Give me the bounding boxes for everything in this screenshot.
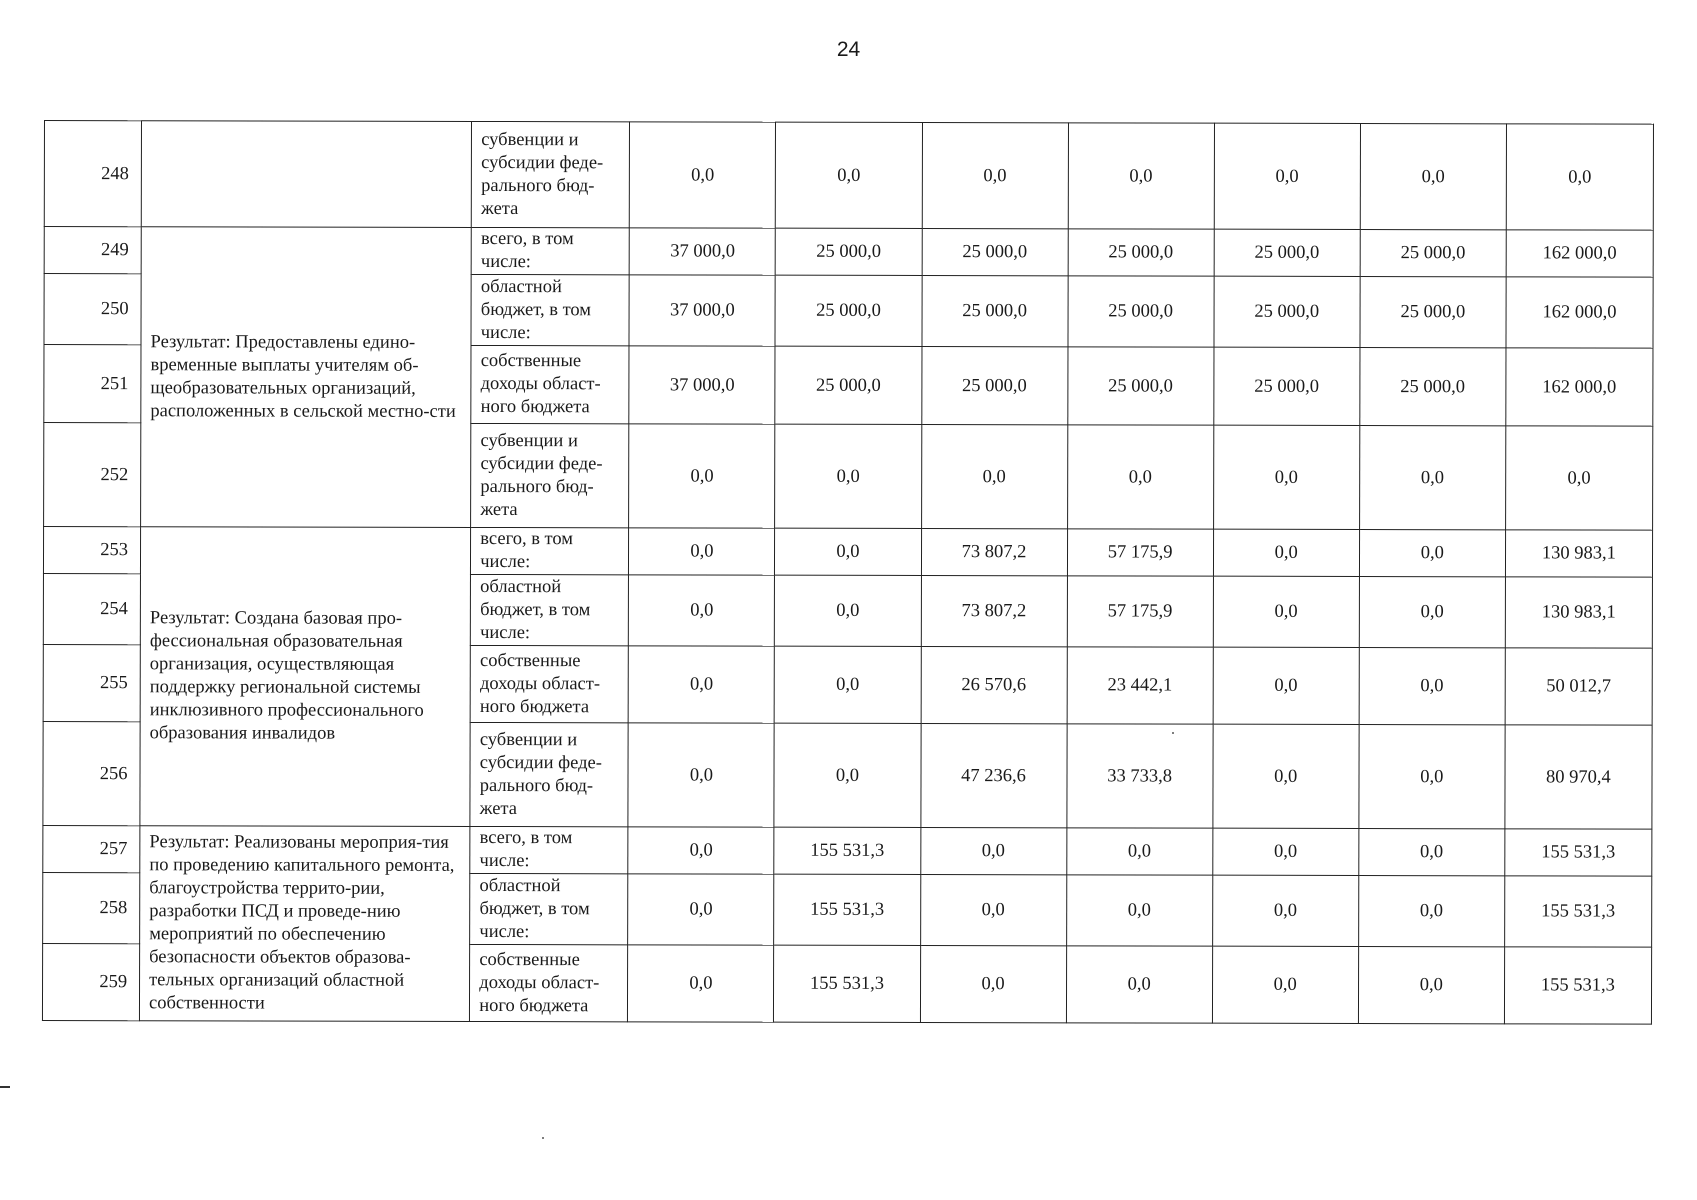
funding-source: субвенции и субсидии феде-рального бюд-жета [472,121,630,227]
year-value: 0,0 [1213,724,1359,828]
year-value: 25 000,0 [775,346,921,424]
row-number: 250 [44,274,141,345]
total-value: 130 983,1 [1505,530,1652,577]
result-description: Результат: Создана базовая про-фессиональная образовательная организация, осуществляющая поддержку региональной системы инклюзивного профессионального образования инвалидов [140,527,471,827]
year-value: 0,0 [775,424,921,528]
year-value: 155 531,3 [774,874,920,945]
funding-source: областной бюджет, в том числе: [471,574,629,645]
row-number: 249 [44,227,141,274]
year-value: 0,0 [920,945,1066,1022]
table-row [43,527,1652,578]
year-value: 25 000,0 [1068,229,1214,276]
table-row [44,121,1653,231]
year-value: 0,0 [1212,828,1358,875]
total-value: 162 000,0 [1506,348,1653,426]
year-value: 0,0 [1066,946,1212,1023]
funding-source: собственные доходы област-ного бюджета [471,345,629,423]
result-description: Результат: Предоставлены едино-временные выплаты учителям об-щеобразовательных организаций, расположенных в сельской местно-сти [141,227,472,528]
year-value: 0,0 [1213,647,1359,724]
funding-source: всего, в том числе: [470,826,628,873]
year-value: 25 000,0 [1360,276,1506,347]
row-number: 251 [44,345,141,423]
year-value: 25 000,0 [1360,347,1506,425]
year-value: 25 000,0 [1213,347,1359,425]
year-value: 0,0 [1359,828,1505,875]
year-value: 0,0 [1359,425,1505,529]
year-value: 25 000,0 [1068,276,1214,347]
year-value: 25 000,0 [1360,229,1506,276]
total-value: 155 531,3 [1505,829,1652,876]
total-value: 80 970,4 [1505,725,1652,829]
year-value: 0,0 [920,874,1066,945]
year-value: 0,0 [921,424,1067,528]
row-number: 255 [43,644,140,721]
year-value: 0,0 [774,723,920,827]
year-value: 0,0 [1360,123,1506,229]
total-value: 155 531,3 [1504,876,1651,947]
year-value: 0,0 [1359,576,1505,647]
year-value: 0,0 [1359,647,1505,724]
year-value: 25 000,0 [1067,347,1213,425]
year-value: 0,0 [1214,123,1360,229]
year-value: 25 000,0 [922,228,1068,275]
year-value: 37 000,0 [629,228,775,275]
year-value: 155 531,3 [774,827,920,874]
year-value: 0,0 [1067,425,1213,529]
total-value: 162 000,0 [1506,230,1653,277]
total-value: 50 012,7 [1505,648,1652,725]
year-value: 0,0 [628,874,774,945]
year-value: 0,0 [775,646,921,723]
result-description [141,121,471,228]
funding-source: субвенции и субсидии феде-рального бюд-жета [471,423,629,527]
row-number: 252 [44,423,141,527]
year-value: 0,0 [1213,576,1359,647]
budget-table [42,120,1654,1025]
row-number: 256 [43,721,140,825]
row-number: 258 [43,872,140,943]
year-value: 0,0 [1359,724,1505,828]
year-value: 0,0 [1212,946,1358,1023]
year-value: 0,0 [629,528,775,575]
year-value: 0,0 [630,122,776,228]
year-value: 73 807,2 [921,575,1067,646]
scan-speck [542,1137,544,1139]
year-value: 0,0 [628,827,774,874]
year-value: 0,0 [1358,875,1504,946]
year-value: 57 175,9 [1067,576,1213,647]
year-value: 0,0 [775,528,921,575]
total-value: 155 531,3 [1504,947,1651,1024]
funding-source: областной бюджет, в том числе: [470,873,628,944]
page-number: 24 [836,38,861,61]
year-value: 0,0 [1212,875,1358,946]
year-value: 26 570,6 [921,646,1067,723]
year-value: 0,0 [922,122,1068,228]
year-value: 0,0 [628,945,774,1022]
table-row [43,825,1652,876]
year-value: 0,0 [920,827,1066,874]
year-value: 155 531,3 [774,945,920,1022]
row-number: 253 [43,527,140,574]
year-value: 37 000,0 [629,275,775,346]
total-value: 0,0 [1505,426,1652,530]
year-value: 73 807,2 [921,528,1067,575]
margin-mark [0,1086,10,1088]
year-value: 47 236,6 [920,723,1066,827]
funding-source: всего, в том числе: [471,527,629,574]
total-value: 162 000,0 [1506,277,1653,348]
table-row [44,227,1653,278]
year-value: 0,0 [628,646,774,723]
year-value: 0,0 [1213,425,1359,529]
year-value: 0,0 [1066,828,1212,875]
row-number: 257 [43,825,140,872]
year-value: 25 000,0 [1214,276,1360,347]
total-value: 130 983,1 [1505,577,1652,648]
year-value: 0,0 [776,122,922,228]
year-value: 37 000,0 [629,346,775,424]
year-value: 25 000,0 [921,346,1067,424]
row-number: 259 [42,943,139,1020]
funding-source: собственные доходы област-ного бюджета [470,645,628,722]
row-number: 248 [44,121,141,227]
year-value: 25 000,0 [921,275,1067,346]
result-description: Результат: Реализованы мероприя-тия по проведению капитального ремонта, благоустройства террито-рии, разработки ПСД и проведе-нию мероприятий по обеспечению безопасности объектов образова-тельных организаций областной собственности [140,826,471,1022]
funding-source: всего, в том числе: [471,227,629,274]
year-value: 57 175,9 [1067,529,1213,576]
funding-source: субвенции и субсидии феде-рального бюд-жета [470,722,628,826]
year-value: 0,0 [629,575,775,646]
year-value: 0,0 [1066,875,1212,946]
year-value: 0,0 [1359,529,1505,576]
year-value: 0,0 [1068,123,1214,229]
year-value: 0,0 [775,575,921,646]
year-value: 33 733,8 [1066,724,1212,828]
year-value: 25 000,0 [775,275,921,346]
year-value: 0,0 [1213,529,1359,576]
year-value: 25 000,0 [776,228,922,275]
year-value: 0,0 [1358,946,1504,1023]
year-value: 25 000,0 [1214,229,1360,276]
funding-source: областной бюджет, в том числе: [471,274,629,345]
total-value: 0,0 [1506,124,1653,230]
year-value: 0,0 [629,424,775,528]
year-value: 23 442,1 [1067,647,1213,724]
scan-speck [1172,732,1174,734]
year-value: 0,0 [628,723,774,827]
row-number: 254 [43,573,140,644]
funding-source: собственные доходы област-ного бюджета [470,944,628,1021]
